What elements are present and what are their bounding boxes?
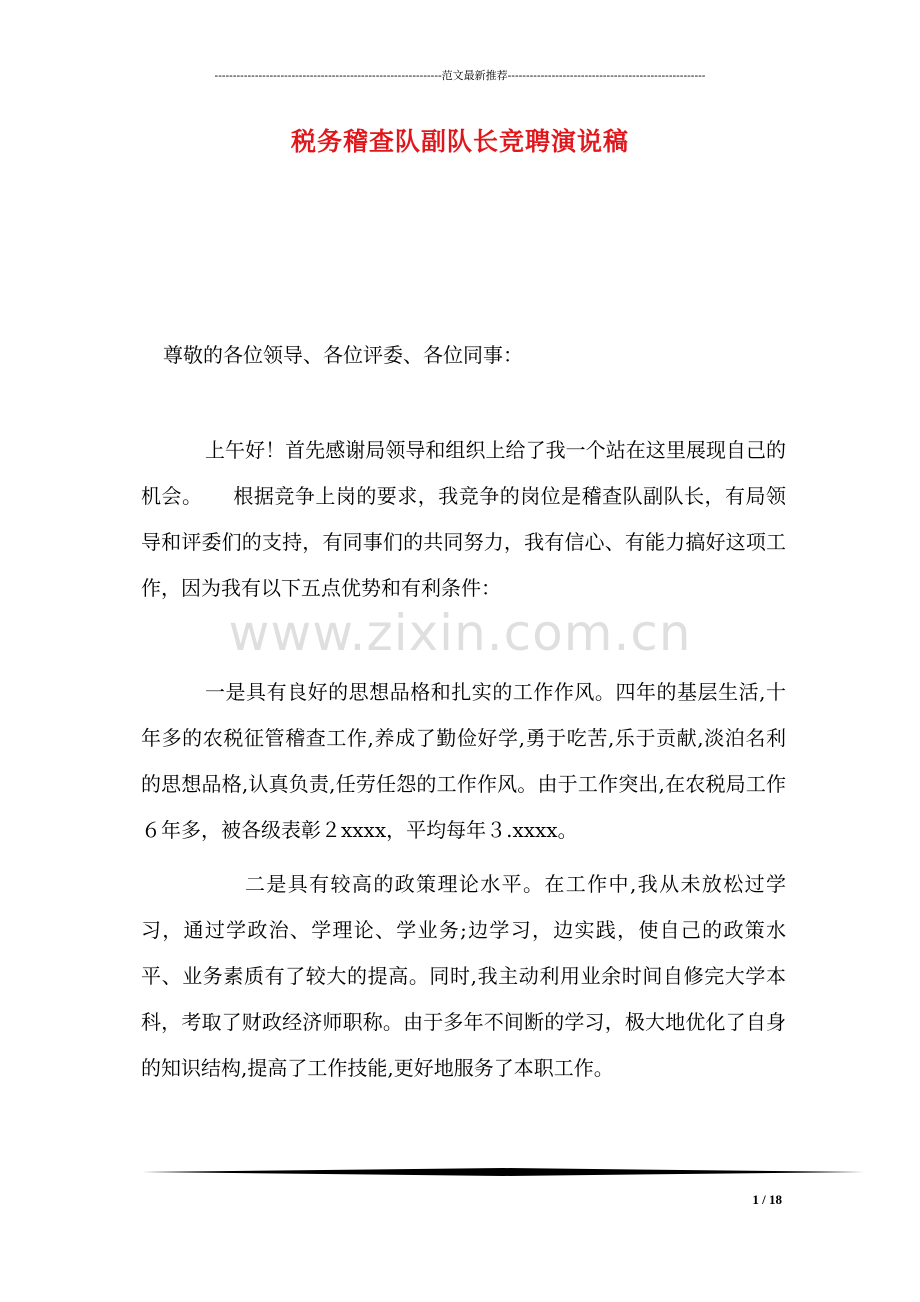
page-number: 1 / 18	[752, 1192, 782, 1207]
paragraph-2: 一是具有良好的思想品格和扎实的工作作风。四年的基层生活,十年多的农税征管稽查工作,养成了勤俭好学,勇于吃苦,乐于贡献,淡泊名利的思想品格,认真负责,任劳任怨的工作作风。由于工作突出,在农税局工作６年多，被各级表彰２xxxx，平均每年３.xxxx。	[141, 680, 786, 842]
document-title: 税务稽查队副队长竞聘演说稿	[290, 127, 629, 156]
page-header: --------------------------------------------------------------范文最新推荐------------------------------------------------------	[214, 70, 706, 82]
watermark: www.zixin.com.cn	[228, 604, 692, 662]
paragraph-3: 二是具有较高的政策理论水平。在工作中,我从未放松过学习，通过学政治、学理论、学业务;边学习，边实践，使自己的政策水平、业务素质有了较大的提高。同时,我主动利用业余时间自修完大学本科，考取了财政经济师职称。由于多年不间断的学习，极大地优化了自身的知识结构,提高了工作技能,更好地服务了本职工作。	[141, 872, 786, 1080]
footer-divider	[142, 1166, 864, 1178]
paragraph-1: 上午好！首先感谢局领导和组织上给了我一个站在这里展现自己的机会。 根据竞争上岗的要求，我竞争的岗位是稽查队副队长，有局领导和评委们的支持，有同事们的共同努力，我有信心、有能力搞好这项工作，因为我有以下五点优势和有利条件：	[141, 438, 786, 600]
salutation: 尊敬的各位领导、各位评委、各位同事：	[163, 343, 523, 367]
